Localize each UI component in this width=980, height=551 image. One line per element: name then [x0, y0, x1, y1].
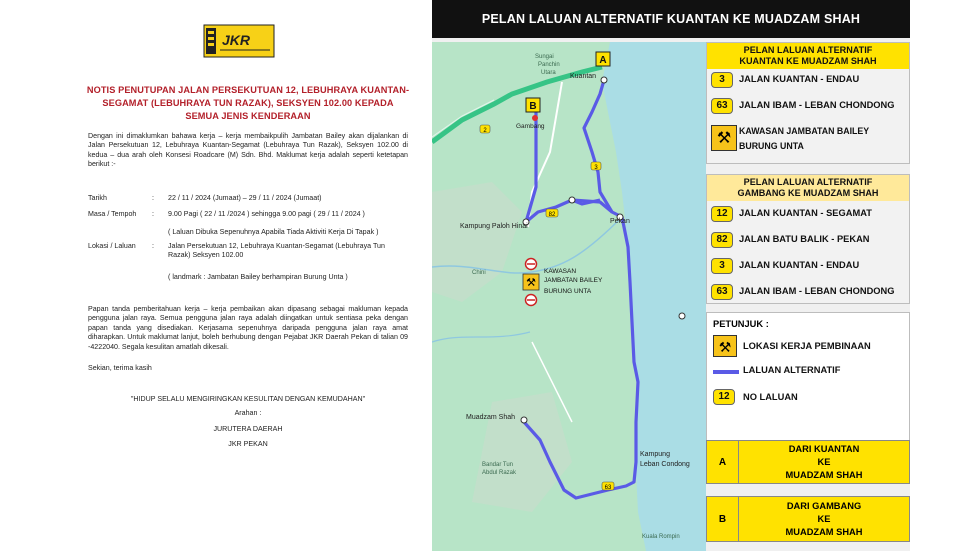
- route-row[interactable]: [707, 201, 911, 227]
- lokasi-label: Lokasi / Laluan: [88, 242, 136, 250]
- svg-text:Pekan: Pekan: [610, 218, 630, 225]
- svg-text:Leban Condong: Leban Condong: [640, 461, 690, 468]
- route-badge: 12: [711, 206, 733, 222]
- svg-text:82: 82: [548, 212, 556, 218]
- section1-title: PELAN LALUAN ALTERNATIF KUANTAN KE MUADZAM SHAH: [707, 43, 909, 69]
- jurutera-title: JURUTERA DAERAH: [213, 425, 283, 433]
- route-b-box[interactable]: B DARI GAMBANG KE MUADZAM SHAH: [706, 496, 910, 542]
- notice-body: Papan tanda pemberitahuan kerja – kerja pembaikan akan dipasang sebagai makluman kepada pengguna jalan raya. Semua pengguna jalan raya adalah diingatkan untuk sentiasa peka dengan papan tanda yang disediakan. Kerjasama sepenuhnya daripada pengguna jalan raya amat diharapkan. Untuk maklumat lanjut, boleh berhubung dengan Pejabat JKR Daerah Pekan di talian 09 -4222040. Segala kesulitan amatlah dikesali.: [88, 305, 408, 351]
- svg-text:JAMBATAN BAILEY: JAMBATAN BAILEY: [544, 277, 603, 284]
- route-row[interactable]: [707, 279, 911, 305]
- lokasi-value: Jalan Persekutuan 12, Lebuhraya Kuantan-Segamat (Lebuhraya Tun Razak) Seksyen 102.00: [168, 242, 385, 260]
- svg-text:BURUNG UNTA: BURUNG UNTA: [544, 288, 592, 295]
- lokasi-row: [88, 242, 408, 262]
- svg-text:Gambang: Gambang: [516, 123, 545, 130]
- route-badge: 63: [711, 98, 733, 114]
- svg-text:Sungai: Sungai: [535, 54, 554, 60]
- route-label: JALAN IBAM - LEBAN CHONDONG: [739, 100, 895, 110]
- route-shield-2: [480, 125, 490, 134]
- colon: :: [152, 242, 154, 250]
- legend-work-label: LOKASI KERJA PEMBINAAN: [743, 341, 871, 351]
- tarikh-value: 22 / 11 / 2024 (Jumaat) – 29 / 11 / 2024 (Jumaat): [168, 194, 322, 202]
- route-label: JALAN KUANTAN - SEGAMAT: [739, 208, 872, 218]
- route-legend: [706, 42, 910, 551]
- road-closure-notice: [0, 0, 432, 551]
- route-plan-panel: [432, 0, 910, 551]
- notice-intro: Dengan ini dimaklumkan bahawa kerja – kerja membaikpulih Jambatan Bailey akan dijalankan di Jalan Persekutuan 12, Lebuhraya Kuantan-Segamat (Lebuhraya Tun Razak), Seksyen 102.00 di kedua – dua arah oleh Konsesi Roadcare (M) Sdn. Bhd. Maklumat kerja adalah seperti ketetapan berikut :-: [88, 132, 408, 169]
- tarikh-row: [88, 194, 408, 204]
- slogan: "HIDUP SELALU MENGIRINGKAN KESULITAN DENGAN KEMUDAHAN": [130, 395, 366, 403]
- masa-note: ( Laluan Dibuka Sepenuhnya Apabila Tiada Aktiviti Kerja Di Tapak ): [168, 228, 379, 236]
- svg-text:3: 3: [594, 165, 598, 171]
- route-badge: 82: [711, 232, 733, 248]
- route-label: JALAN BATU BALIK - PEKAN: [739, 234, 870, 244]
- route-label: JALAN KUANTAN - ENDAU: [739, 74, 860, 84]
- svg-text:Bandar Tun: Bandar Tun: [482, 462, 514, 468]
- route-row[interactable]: [707, 253, 911, 279]
- notice-title: NOTIS PENUTUPAN JALAN PERSEKUTUAN 12, LEBUHRAYA KUANTAN-SEGAMAT (LEBUHRAYA TUN RAZAK), SEKSYEN 102.00 KEPADA SEMUA JENIS KENDERAAN: [86, 85, 410, 121]
- route-line-swatch: [713, 370, 739, 374]
- legend-key: [706, 312, 910, 442]
- svg-text:Panchin: Panchin: [538, 62, 560, 68]
- route-badge: 63: [711, 284, 733, 300]
- section-gambang-muadzam: [706, 174, 910, 304]
- route-map[interactable]: [432, 42, 706, 551]
- route-badge: 12: [713, 389, 735, 405]
- route-label: JALAN IBAM - LEBAN CHONDONG: [739, 286, 895, 296]
- route-row[interactable]: [707, 67, 911, 93]
- logo-text: JKR: [222, 32, 251, 48]
- masa-row: [88, 210, 408, 220]
- colon: :: [152, 210, 154, 218]
- worker-icon: ⚒: [526, 277, 536, 289]
- construction-worker-icon: ⚒: [711, 125, 737, 151]
- route-shield-82: [546, 209, 558, 218]
- arahan-label: Arahan :: [234, 409, 262, 417]
- bridge-works-row[interactable]: ⚒ KAWASAN JAMBATAN BAILEY BURUNG UNTA: [707, 121, 911, 161]
- route-shield-63: [602, 482, 614, 491]
- svg-text:A: A: [599, 55, 607, 66]
- route-badge: 3: [711, 72, 733, 88]
- svg-text:Kampung Paloh Hinai: Kampung Paloh Hinai: [460, 223, 528, 230]
- route-shield-3: [591, 162, 601, 171]
- closing-thanks: Sekian, terima kasih: [88, 364, 152, 372]
- colon: :: [152, 194, 154, 202]
- legend-no-label: NO LALUAN: [743, 392, 798, 402]
- svg-text:Muadzam Shah: Muadzam Shah: [466, 414, 516, 421]
- route-b-letter: B: [707, 497, 739, 541]
- jkr-pekan: JKR PEKAN: [228, 440, 268, 448]
- lokasi-note: ( landmark : Jambatan Bailey berhampiran Burung Unta ): [168, 273, 348, 281]
- masa-value: 9.00 Pagi ( 22 / 11 /2024 ) sehingga 9.00 pagi ( 29 / 11 / 2024 ): [168, 210, 365, 218]
- legend-key-title: PETUNJUK :: [713, 319, 769, 329]
- section-kuantan-muadzam: [706, 42, 910, 164]
- route-badge: 3: [711, 258, 733, 274]
- route-label: JALAN KUANTAN - ENDAU: [739, 260, 860, 270]
- svg-text:KAWASAN: KAWASAN: [544, 268, 577, 275]
- tarikh-label: Tarikh: [88, 194, 107, 202]
- jkr-logo: [202, 22, 276, 60]
- construction-icon: ⚒: [713, 335, 737, 357]
- panel-header: PELAN LALUAN ALTERNATIF KUANTAN KE MUADZAM SHAH: [432, 0, 910, 38]
- svg-text:2: 2: [483, 128, 487, 134]
- route-row[interactable]: [707, 227, 911, 253]
- legend-route-label: LALUAN ALTERNATIF: [743, 365, 841, 375]
- svg-text:Abdul Razak: Abdul Razak: [482, 470, 517, 476]
- route-a-box[interactable]: A DARI KUANTAN KE MUADZAM SHAH: [706, 440, 910, 484]
- section2-title: PELAN LALUAN ALTERNATIF GAMBANG KE MUADZAM SHAH: [707, 175, 909, 201]
- marker-a[interactable]: [596, 52, 610, 66]
- route-row[interactable]: [707, 93, 911, 119]
- masa-label: Masa / Tempoh: [88, 210, 137, 218]
- route-a-letter: A: [707, 441, 739, 483]
- svg-text:Kuala Rompin: Kuala Rompin: [642, 534, 680, 540]
- svg-text:Kuantan: Kuantan: [570, 73, 597, 80]
- svg-text:63: 63: [604, 485, 612, 491]
- svg-text:B: B: [529, 101, 537, 112]
- svg-text:Utara: Utara: [541, 70, 556, 76]
- svg-text:Chini: Chini: [472, 270, 486, 276]
- svg-text:Kampung: Kampung: [640, 451, 670, 458]
